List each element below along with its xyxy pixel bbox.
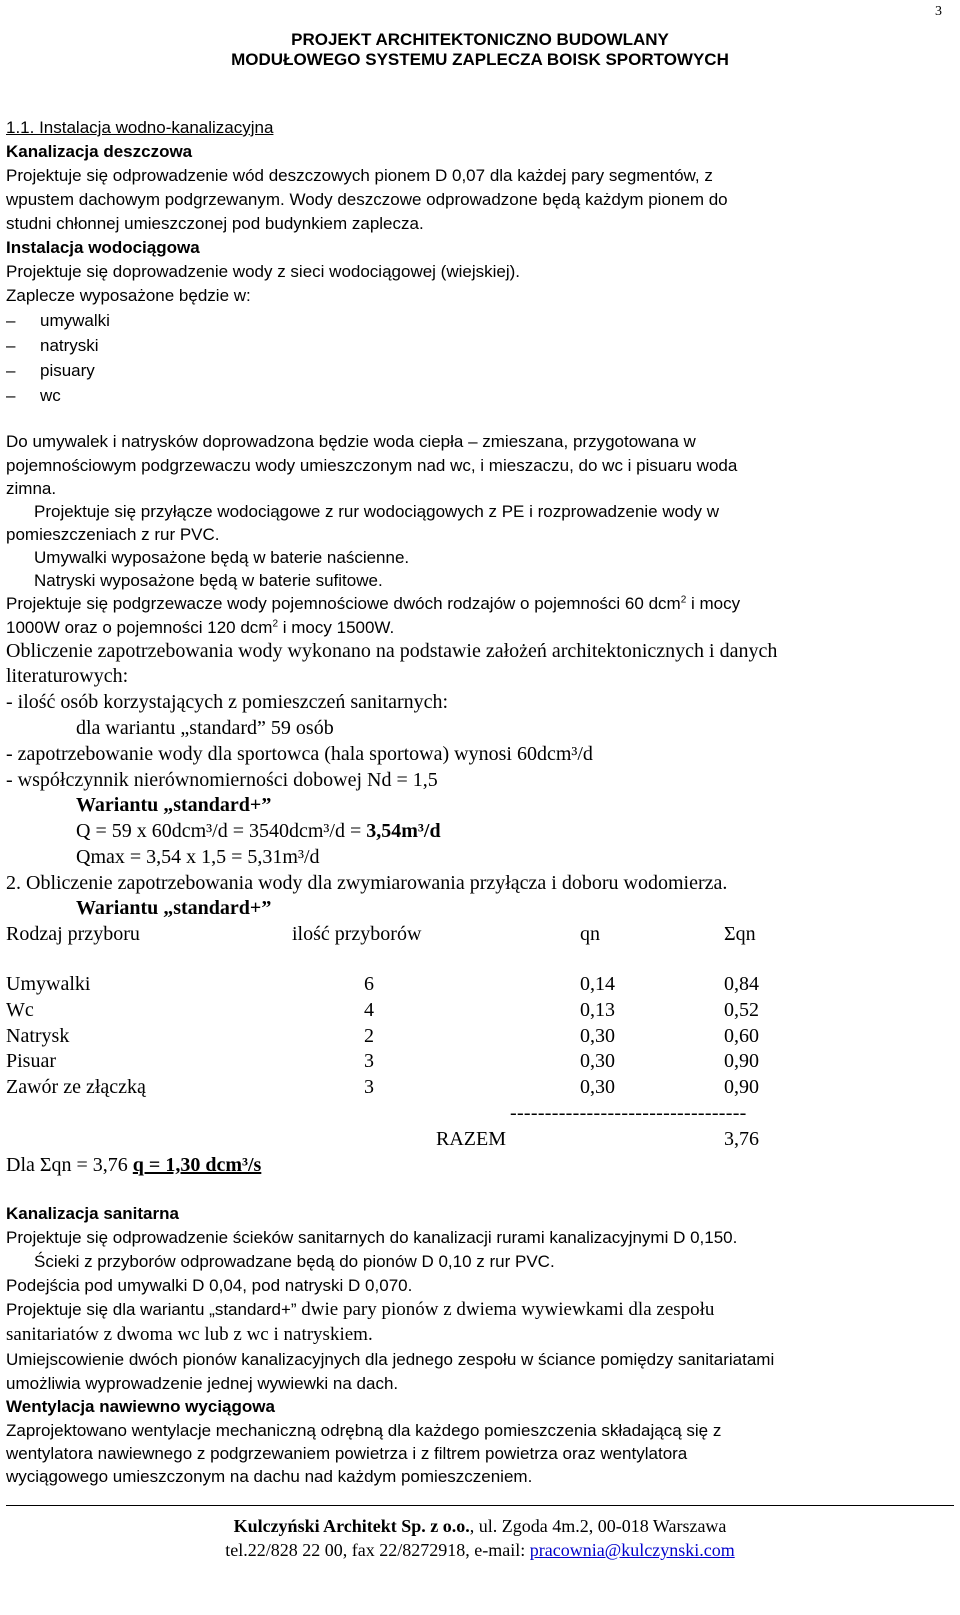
heater-line-2: 1000W oraz o pojemności 120 dcm$^2$ i mocy 1500W. (6, 618, 395, 637)
heater-line-1: Projektuje się podgrzewacze wody pojemnościowe dwóch rodzajów o pojemności 60 dcm$^2$ i mocy (6, 594, 741, 613)
table-cell: 2 (364, 1025, 374, 1047)
list-item (6, 384, 61, 408)
heading-sanitary-sewage: Kanalizacja sanitarna (6, 1204, 179, 1223)
variant-heading: Wariantu „standard+” (76, 794, 272, 816)
footer-company-line: Kulczyński Architekt Sp. z o.o., ul. Zgoda 4m.2, 00-018 Warszawa (233, 1516, 727, 1536)
section-title: 1.1. Instalacja wodno-kanalizacyjna (6, 118, 274, 137)
table-cell: 3 (364, 1076, 374, 1098)
paragraph-line: Ścieki z przyborów odprowadzane będą do pionów D 0,10 z rur PVC. (34, 1252, 555, 1271)
table-header-count: ilość przyborów (292, 923, 422, 945)
table-cell: Pisuar (6, 1050, 56, 1072)
calc-line: - ilość osób korzystających z pomieszczeń sanitarnych: (6, 691, 449, 713)
paragraph-line: Projektuje się odprowadzenie ścieków sanitarnych do kanalizacji rurami kanalizacyjnymi D 0,150. (6, 1228, 738, 1247)
paragraph-line: Umiejscowienie dwóch pionów kanalizacyjnych dla jednego zespołu w ściance pomiędzy sanitariatami (6, 1350, 775, 1369)
list-item (6, 334, 99, 358)
table-total-label: RAZEM (436, 1128, 506, 1150)
heading-rain-drainage: Kanalizacja deszczowa (6, 142, 193, 161)
table-cell: 0,84 (724, 973, 759, 995)
table-cell: 0,13 (580, 999, 615, 1021)
paragraph-line: sanitariatów z dwoma wc lub z wc i natryskiem. (6, 1324, 373, 1345)
calc-line: - współczynnik nierównomierności dobowej Nd = 1,5 (6, 769, 438, 791)
table-cell: 0,14 (580, 973, 615, 995)
list-item-label: wc (40, 386, 61, 405)
paragraph-line: Zaplecze wyposażone będzie w: (6, 286, 251, 305)
list-item-label: natryski (40, 336, 99, 355)
calc-line: literaturowych: (6, 665, 129, 687)
paragraph-line: Natryski wyposażone będą w baterie sufitowe. (34, 571, 383, 590)
paragraph-line: Projektuje się odprowadzenie wód deszczowych pionem D 0,07 dla każdej pary segmentów, z (6, 166, 713, 185)
table-cell: 0,90 (724, 1076, 759, 1098)
paragraph-line: wyciągowego umieszczonym na dachu nad każdym pomieszczeniem. (6, 1467, 533, 1486)
footer-contact-line: tel.22/828 22 00, fax 22/8272918, e-mail: pracownia@kulczynski.com (225, 1540, 735, 1560)
calc-line: 2. Obliczenie zapotrzebowania wody dla zwymiarowania przyłącza i doboru wodomierza. (6, 872, 728, 894)
paragraph-line: zimna. (6, 479, 57, 498)
table-header-sum-qn: Σqn (724, 923, 756, 945)
page-number: 3 (935, 4, 942, 19)
table-cell: Natrysk (6, 1025, 70, 1047)
paragraph-line: Zaprojektowano wentylacje mechaniczną odrębną dla każdego pomieszczenia składającą się z (6, 1421, 722, 1440)
table-header-qn: qn (580, 923, 600, 945)
header-line-2: MODUŁOWEGO SYSTEMU ZAPLECZA BOISK SPORTOWYCH (231, 50, 729, 69)
calc-line: Obliczenie zapotrzebowania wody wykonano na podstawie założeń architektonicznych i danych (6, 640, 778, 662)
paragraph-line: Projektuje się przyłącze wodociągowe z rur wodociągowych z PE i rozprowadzenie wody w (34, 502, 720, 521)
table-cell: Wc (6, 999, 34, 1021)
dash-bullet: – (6, 361, 16, 380)
table-cell: 0,30 (580, 1025, 615, 1047)
table-cell: 0,30 (580, 1076, 615, 1098)
list-item (6, 309, 110, 333)
paragraph-line: wpustem dachowym podgrzewanym. Wody deszczowe odprowadzone będą każdym pionem do (6, 190, 728, 209)
paragraph-line: umożliwia wyprowadzenie jednej wywiewki na dach. (6, 1374, 399, 1393)
paragraph-line: Projektuje się dla wariantu „standard+” dwie pary pionów z dwiema wywiewkami dla zespołu (6, 1299, 715, 1320)
footer-email-link[interactable]: pracownia@kulczynski.com (529, 1540, 735, 1560)
table-cell: 0,30 (580, 1050, 615, 1072)
heading-water-supply: Instalacja wodociągowa (6, 238, 200, 257)
table-total-value: 3,76 (724, 1128, 759, 1150)
paragraph-line: pomieszczeniach z rur PVC. (6, 525, 220, 544)
table-cell: 0,90 (724, 1050, 759, 1072)
paragraph-line: wentylatora nawiewnego z podgrzewaniem powietrza i z filtrem powietrza oraz wentylatora (6, 1444, 688, 1463)
dash-bullet: – (6, 311, 16, 330)
dash-bullet: – (6, 336, 16, 355)
table-cell: Umywalki (6, 973, 91, 995)
table-header-fixture: Rodzaj przyboru (6, 923, 140, 945)
paragraph-line: Do umywalek i natrysków doprowadzona będzie woda ciepła – zmieszana, przygotowana w (6, 432, 696, 451)
calc-line: dla wariantu „standard” 59 osób (76, 717, 334, 739)
heading-ventilation: Wentylacja nawiewno wyciągowa (6, 1397, 275, 1416)
paragraph-line: studni chłonnej umieszczonej pod budynkiem zaplecza. (6, 214, 424, 233)
flow-result: Dla Σqn = 3,76 q = 1,30 dcm³/s (6, 1154, 262, 1176)
table-cell: Zawór ze złączką (6, 1076, 146, 1098)
table-separator: ---------------------------------- (510, 1102, 747, 1124)
header-line-1: PROJEKT ARCHITEKTONICZNO BUDOWLANY (291, 30, 669, 49)
paragraph-line: Projektuje się doprowadzenie wody z sieci wodociągowej (wiejskiej). (6, 262, 521, 281)
table-cell: 3 (364, 1050, 374, 1072)
paragraph-line: Umywalki wyposażone będą w baterie naścienne. (34, 548, 410, 567)
paragraph-line: pojemnościowym podgrzewaczu wody umieszczonym nad wc, i mieszaczu, do wc i pisuaru woda (6, 456, 738, 475)
list-item-label: umywalki (40, 311, 110, 330)
footer-divider (6, 1505, 954, 1506)
qmax-formula: Qmax = 3,54 x 1,5 = 5,31m³/d (76, 846, 320, 868)
variant-heading: Wariantu „standard+” (76, 897, 272, 919)
table-cell: 0,60 (724, 1025, 759, 1047)
list-item-label: pisuary (40, 361, 95, 380)
table-cell: 4 (364, 999, 374, 1021)
list-item (6, 359, 95, 383)
dash-bullet: – (6, 386, 16, 405)
table-cell: 6 (364, 973, 374, 995)
paragraph-line: Podejścia pod umywalki D 0,04, pod natryski D 0,070. (6, 1276, 413, 1295)
calc-line: - zapotrzebowanie wody dla sportowca (hala sportowa) wynosi 60dcm³/d (6, 743, 593, 765)
table-cell: 0,52 (724, 999, 759, 1021)
q-formula: Q = 59 x 60dcm³/d = 3540dcm³/d = 3,54m³/d (76, 820, 441, 842)
